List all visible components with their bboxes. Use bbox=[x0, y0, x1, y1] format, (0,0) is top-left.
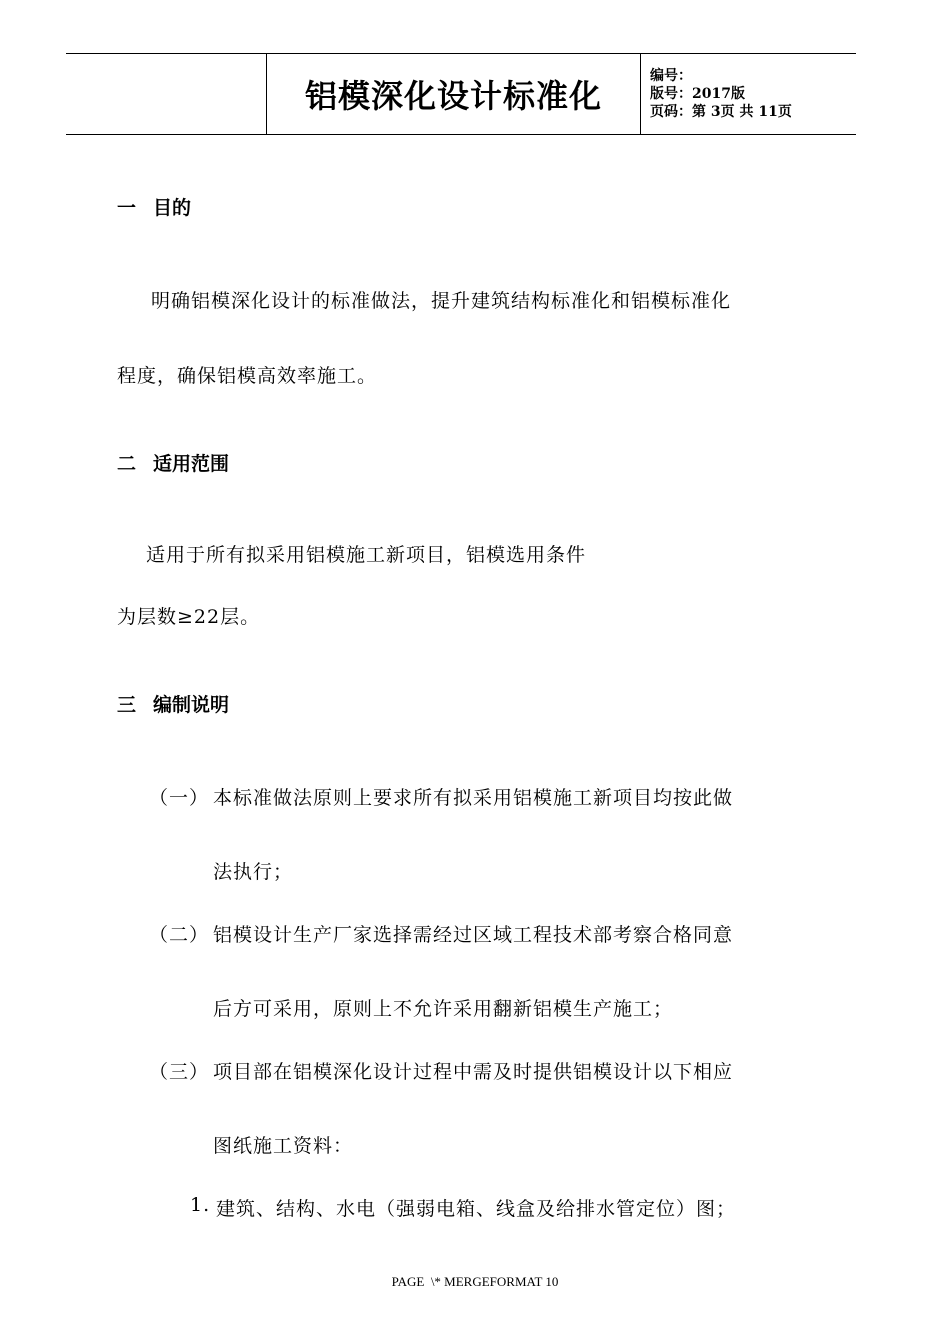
edition-label: 版号：2017版 bbox=[650, 86, 745, 102]
section-heading-notes bbox=[117, 690, 229, 717]
document-header bbox=[66, 53, 856, 135]
list-item-line: 法执行； bbox=[213, 861, 294, 883]
header-meta-cell bbox=[650, 54, 856, 134]
section-number: 三 bbox=[117, 694, 137, 716]
document-title: 铝模深化设计标准化 bbox=[304, 77, 602, 115]
code-label: 编号： bbox=[650, 68, 692, 84]
list-item-line: 图纸施工资料： bbox=[213, 1135, 354, 1157]
list-item-label: （三） bbox=[149, 1061, 210, 1083]
sub-item-text: 建筑、结构、水电（强弱电箱、线盒及给排水管定位）图； bbox=[216, 1198, 737, 1220]
paragraph-line: 适用于所有拟采用铝模施工新项目，铝模选用条件 bbox=[146, 544, 587, 566]
header-blank-cell bbox=[66, 54, 267, 134]
list-item-line: 后方可采用，原则上不允许采用翻新铝模生产施工； bbox=[213, 998, 674, 1020]
paragraph-line: 明确铝模深化设计的标准做法，提升建筑结构标准化和铝模标准化 bbox=[151, 290, 732, 312]
list-item-line: 本标准做法原则上要求所有拟采用铝模施工新项目均按此做 bbox=[213, 787, 734, 809]
list-item-label: （一） bbox=[149, 787, 210, 809]
list-item-label: （二） bbox=[149, 924, 210, 946]
section-heading-scope bbox=[117, 449, 229, 476]
header-title-cell bbox=[267, 54, 641, 134]
paragraph-line: 为层数≥22层。 bbox=[117, 606, 261, 628]
section-number: 一 bbox=[117, 197, 137, 219]
section-title: 目的 bbox=[153, 197, 192, 219]
section-number: 二 bbox=[117, 453, 137, 475]
list-item-line: 项目部在铝模深化设计过程中需及时提供铝模设计以下相应 bbox=[213, 1061, 734, 1083]
sub-item-label: 1. bbox=[190, 1194, 211, 1216]
page-footer: PAGE \* MERGEFORMAT 10 bbox=[391, 1274, 559, 1289]
section-title: 编制说明 bbox=[153, 694, 230, 716]
paragraph-line: 程度，确保铝模高效率施工。 bbox=[117, 365, 378, 387]
section-heading-purpose bbox=[117, 193, 191, 220]
page-info: 页码：第 3页 共 11页 bbox=[650, 104, 792, 120]
list-item-line: 铝模设计生产厂家选择需经过区域工程技术部考察合格同意 bbox=[213, 924, 734, 946]
section-title: 适用范围 bbox=[153, 453, 230, 475]
